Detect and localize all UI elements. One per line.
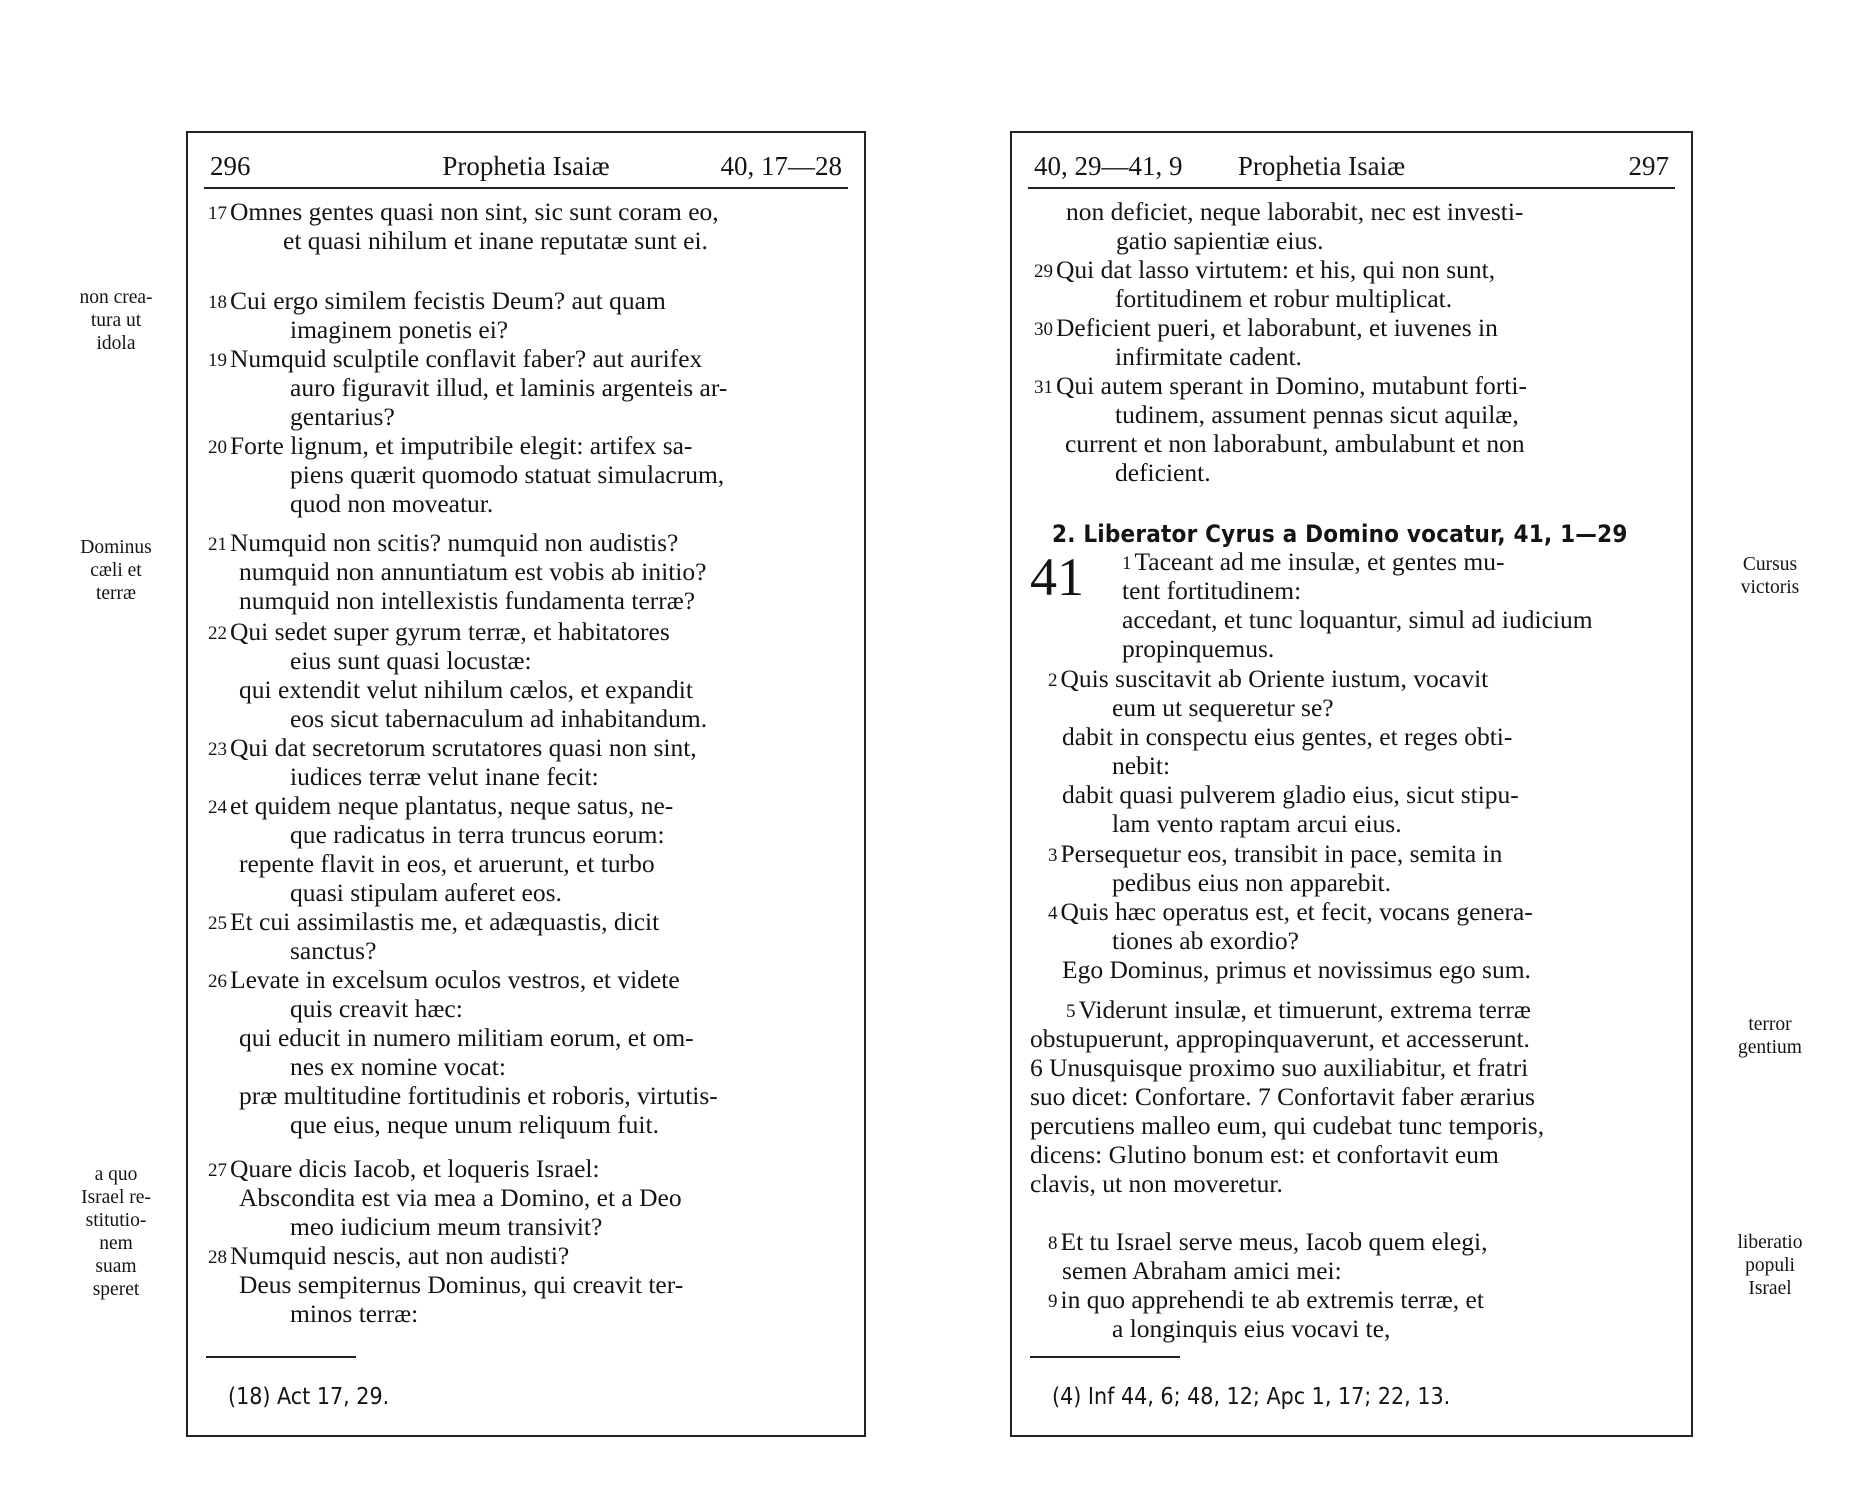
margin-note-line: liberatio <box>1737 1232 1803 1253</box>
prose-line: obstupuerunt, appropinquaverunt, et accesserunt. <box>1030 1024 1530 1053</box>
verse <box>208 733 697 791</box>
verse-text: Qui sedet super gyrum terræ, et habitatores <box>230 617 670 646</box>
prose-line: 6 Unusquisque proximo suo auxiliabitur, et fratri <box>1030 1053 1529 1082</box>
verse-line: quasi stipulam auferet eos. <box>290 878 562 907</box>
margin-note-line: Israel <box>1748 1278 1792 1299</box>
verse-text: Quare dicis Iacob, et loqueris Israel: <box>230 1154 600 1183</box>
margin-note <box>1700 1231 1840 1300</box>
margin-note-line: a quo <box>94 1164 138 1185</box>
verse-number: 29 <box>1034 261 1053 282</box>
verse <box>208 431 724 518</box>
margin-note-line: suam <box>95 1256 137 1277</box>
verse-number: 3 <box>1048 845 1058 866</box>
margin-note <box>56 286 176 355</box>
verse-line <box>208 617 707 646</box>
page-number: 296 <box>210 151 251 181</box>
verse-line <box>208 197 719 226</box>
verse-text: Taceant ad me insulæ, et gentes mu- <box>1134 547 1505 576</box>
verse-line: gentarius? <box>290 402 395 431</box>
margin-note-line: speret <box>92 1279 140 1300</box>
verse <box>208 965 718 1139</box>
margin-note-line: Dominus <box>80 537 152 558</box>
verse-line <box>208 733 697 762</box>
verse <box>1048 1285 1484 1343</box>
verse-text: Qui autem sperant in Domino, mutabunt forti- <box>1056 371 1527 400</box>
verse-number: 30 <box>1034 319 1053 340</box>
verse-line: numquid non annuntiatum est vobis ab initio? <box>239 557 707 586</box>
verse-range: 40, 29—41, 9 <box>1034 151 1183 181</box>
running-title: Prophetia Isaiæ <box>1237 151 1406 181</box>
prose-line: dicens: Glutino bonum est: et confortavit eum <box>1030 1140 1499 1169</box>
prose-line: clavis, ut non moveretur. <box>1030 1169 1283 1198</box>
right-page <box>1010 131 1693 1437</box>
page-number: 297 <box>1628 151 1669 181</box>
verse <box>208 197 719 255</box>
section-title: 2. Liberator Cyrus a Domino vocatur, 41, 1—29 <box>1052 520 1628 548</box>
prose-paragraph <box>1030 995 1544 1198</box>
margin-note <box>56 1163 176 1301</box>
verse-range: 40, 17—28 <box>720 151 842 181</box>
verse <box>208 528 706 615</box>
verse-number: 8 <box>1048 1233 1058 1254</box>
verse-line: dabit quasi pulverem gladio eius, sicut stipu- <box>1062 780 1519 809</box>
margin-note-line: terror <box>1748 1014 1792 1035</box>
verse-text: et quidem neque plantatus, neque satus, ne- <box>230 791 674 820</box>
verse-line <box>1048 839 1502 868</box>
verse-line: repente flavit in eos, et aruerunt, et turbo <box>239 849 655 878</box>
verse-line: numquid non intellexistis fundamenta terræ? <box>239 586 696 615</box>
verse-text: Qui dat lasso virtutem: et his, qui non sunt, <box>1056 255 1496 284</box>
verse-text: Persequetur eos, transibit in pace, semita in <box>1060 839 1503 868</box>
verse-text: Quis suscitavit ab Oriente iustum, vocavit <box>1060 664 1489 693</box>
footnote-rule <box>1030 1356 1180 1358</box>
verse <box>208 344 727 431</box>
verse <box>208 907 659 965</box>
verse-line: gatio sapientiæ eius. <box>1116 226 1324 255</box>
footnote: (18) Act 17, 29. <box>228 1384 390 1410</box>
verse-line <box>1034 313 1498 342</box>
verse-line: accedant, et tunc loquantur, simul ad iudicium <box>1122 605 1593 634</box>
verse-line <box>208 344 727 373</box>
verse-line <box>1034 255 1495 284</box>
footnote-rule <box>206 1356 356 1358</box>
verse-number: 4 <box>1048 903 1058 924</box>
margin-note <box>56 536 176 605</box>
verse-line <box>1034 371 1527 400</box>
verse-line <box>208 965 718 994</box>
verse-line: quis creavit hæc: <box>290 994 463 1023</box>
verse-number: 31 <box>1034 377 1053 398</box>
verse <box>1122 547 1593 663</box>
verse <box>208 1154 682 1241</box>
verse-line: dabit in conspectu eius gentes, et reges obti- <box>1062 722 1513 751</box>
verse-line: deficient. <box>1115 458 1211 487</box>
verse-line: tudinem, assument pennas sicut aquilæ, <box>1115 400 1519 429</box>
verse-line <box>208 1154 682 1183</box>
margin-note <box>1700 1013 1840 1059</box>
verse-text: Forte lignum, et imputribile elegit: artifex sa- <box>230 431 693 460</box>
verse-line: nebit: <box>1112 751 1171 780</box>
margin-note-line: gentium <box>1738 1037 1802 1058</box>
margin-note-line: cæli et <box>90 560 142 581</box>
verse-line: iudices terræ velut inane fecit: <box>290 762 599 791</box>
verse <box>1034 255 1495 313</box>
verse-text: Numquid nescis, aut non audisti? <box>230 1241 570 1270</box>
verse-number: 2 <box>1048 670 1058 691</box>
verse-line <box>208 528 706 557</box>
verse-line: minos terræ: <box>290 1299 419 1328</box>
verse-number: 25 <box>208 913 227 934</box>
verse-line: pedibus eius non apparebit. <box>1112 868 1392 897</box>
verse <box>1034 371 1527 487</box>
verse <box>1048 839 1502 897</box>
verse-line <box>1048 1227 1487 1256</box>
verse-line: current et non laborabunt, ambulabunt et non <box>1065 429 1525 458</box>
margin-note-line: Israel re- <box>81 1187 151 1208</box>
verse-line <box>208 1241 683 1270</box>
left-page-text <box>188 133 864 1435</box>
verse-line: et quasi nihilum et inane reputatæ sunt ei. <box>283 226 708 255</box>
verse <box>1048 664 1519 838</box>
verse-text: Qui dat secretorum scrutatores quasi non sint, <box>230 733 697 762</box>
verse-line <box>1122 547 1593 576</box>
verse-number: 9 <box>1048 1291 1058 1312</box>
verse-line <box>208 791 673 820</box>
verse-line <box>208 286 666 315</box>
verse-line: nes ex nomine vocat: <box>290 1052 506 1081</box>
margin-note-line: stitutio- <box>85 1210 147 1231</box>
verse-line: que radicatus in terra truncus eorum: <box>290 820 665 849</box>
verse-line: a longinquis eius vocavi te, <box>1112 1314 1391 1343</box>
verse-line: qui educit in numero militiam eorum, et om- <box>239 1023 694 1052</box>
verse-line <box>1048 1285 1484 1314</box>
margin-note <box>1700 553 1840 599</box>
verse-line: tent fortitudinem: <box>1122 576 1302 605</box>
verse-number: 24 <box>208 797 227 818</box>
verse-line: infirmitate cadent. <box>1115 342 1302 371</box>
verse-number: 20 <box>208 437 227 458</box>
verse-line: Abscondita est via mea a Domino, et a Deo <box>239 1183 682 1212</box>
right-page-text <box>1012 133 1691 1435</box>
verse-text: Numquid non scitis? numquid non audistis? <box>230 528 679 557</box>
left-page <box>186 131 866 1437</box>
verse-line: Deus sempiternus Dominus, qui creavit ter- <box>239 1270 684 1299</box>
verse-text: Et tu Israel serve meus, Iacob quem elegi, <box>1060 1227 1488 1256</box>
verse-number: 22 <box>208 623 227 644</box>
verse-number: 5 <box>1066 1001 1076 1022</box>
verse-line <box>1048 664 1519 693</box>
verse-text: in quo apprehendi te ab extremis terræ, et <box>1060 1285 1484 1314</box>
verse-text: Deficient pueri, et laborabunt, et iuvenes in <box>1056 313 1498 342</box>
verse <box>208 791 673 907</box>
verse-line: meo iudicium meum transivit? <box>290 1212 603 1241</box>
margin-note-line: tura ut <box>90 310 142 331</box>
verse-text: Levate in excelsum oculos vestros, et videte <box>230 965 680 994</box>
verse-line: lam vento raptam arcui eius. <box>1112 809 1402 838</box>
verse-text: Quis hæc operatus est, et fecit, vocans genera- <box>1060 897 1533 926</box>
prose-line: suo dicet: Confortare. 7 Confortavit faber ærarius <box>1030 1082 1535 1111</box>
verse-line: auro figuravit illud, et laminis argenteis ar- <box>290 373 728 402</box>
verse-line: piens quærit quomodo statuat simulacrum, <box>290 460 725 489</box>
verse-line: quod non moveatur. <box>290 489 494 518</box>
verse-line: sanctus? <box>290 936 377 965</box>
verse <box>208 1241 683 1328</box>
footnote: (4) Inf 44, 6; 48, 12; Apc 1, 17; 22, 13. <box>1052 1384 1451 1410</box>
verse <box>1048 1227 1487 1285</box>
prose-text: Viderunt insulæ, et timuerunt, extrema terræ <box>1078 995 1531 1024</box>
verse-number: 1 <box>1122 553 1132 574</box>
running-title: Prophetia Isaiæ <box>442 151 610 181</box>
verse-number: 17 <box>208 203 227 224</box>
verse-line: imaginem ponetis ei? <box>290 315 509 344</box>
margin-note-line: terræ <box>95 583 137 604</box>
verse-text: Numquid sculptile conflavit faber? aut aurifex <box>230 344 703 373</box>
verse-number: 18 <box>208 292 227 313</box>
verse-line: tiones ab exordio? <box>1112 926 1299 955</box>
verse-line <box>1048 897 1533 926</box>
verse-text: Cui ergo similem fecistis Deum? aut quam <box>230 286 666 315</box>
verse-line: non deficiet, neque laborabit, nec est investi- <box>1066 197 1524 226</box>
verse-line: qui extendit velut nihilum cælos, et expandit <box>239 675 693 704</box>
verse-line: præ multitudine fortitudinis et roboris, virtutis- <box>239 1081 718 1110</box>
verse <box>1034 313 1498 371</box>
verse-line: que eius, neque unum reliquum fuit. <box>290 1110 659 1139</box>
margin-note-line: victoris <box>1740 577 1800 598</box>
verse-text: Et cui assimilastis me, et adæquastis, dicit <box>230 907 660 936</box>
verse-number: 26 <box>208 971 227 992</box>
margin-note-line: nem <box>99 1233 133 1254</box>
margin-note-line: Cursus <box>1742 554 1798 575</box>
margin-note-line: non crea- <box>79 287 153 308</box>
verse-number: 28 <box>208 1247 227 1268</box>
verse <box>1066 197 1523 255</box>
verse-line: Ego Dominus, primus et novissimus ego sum. <box>1062 955 1531 984</box>
verse-number: 21 <box>208 534 227 555</box>
chapter-number: 41 <box>1030 547 1084 607</box>
verse <box>1048 897 1533 984</box>
margin-note-line: populi <box>1745 1255 1795 1276</box>
verse-line: eum ut sequeretur se? <box>1112 693 1334 722</box>
verse-line: eos sicut tabernaculum ad inhabitandum. <box>290 704 708 733</box>
verse-line <box>208 907 659 936</box>
verse-line: fortitudinem et robur multiplicat. <box>1115 284 1453 313</box>
verse-text: Omnes gentes quasi non sint, sic sunt coram eo, <box>230 197 719 226</box>
verse-line: eius sunt quasi locustæ: <box>290 646 532 675</box>
verse-line <box>208 431 724 460</box>
verse-line: semen Abraham amici mei: <box>1062 1256 1342 1285</box>
verse-number: 27 <box>208 1160 227 1181</box>
verse <box>208 286 666 344</box>
verse <box>208 617 707 733</box>
margin-note-line: idola <box>96 333 136 354</box>
verse-number: 23 <box>208 739 227 760</box>
verse-line: propinquemus. <box>1122 634 1275 663</box>
prose-line <box>1030 995 1544 1024</box>
verse-number: 19 <box>208 350 227 371</box>
prose-line: percutiens malleo eum, qui cudebat tunc temporis, <box>1030 1111 1545 1140</box>
